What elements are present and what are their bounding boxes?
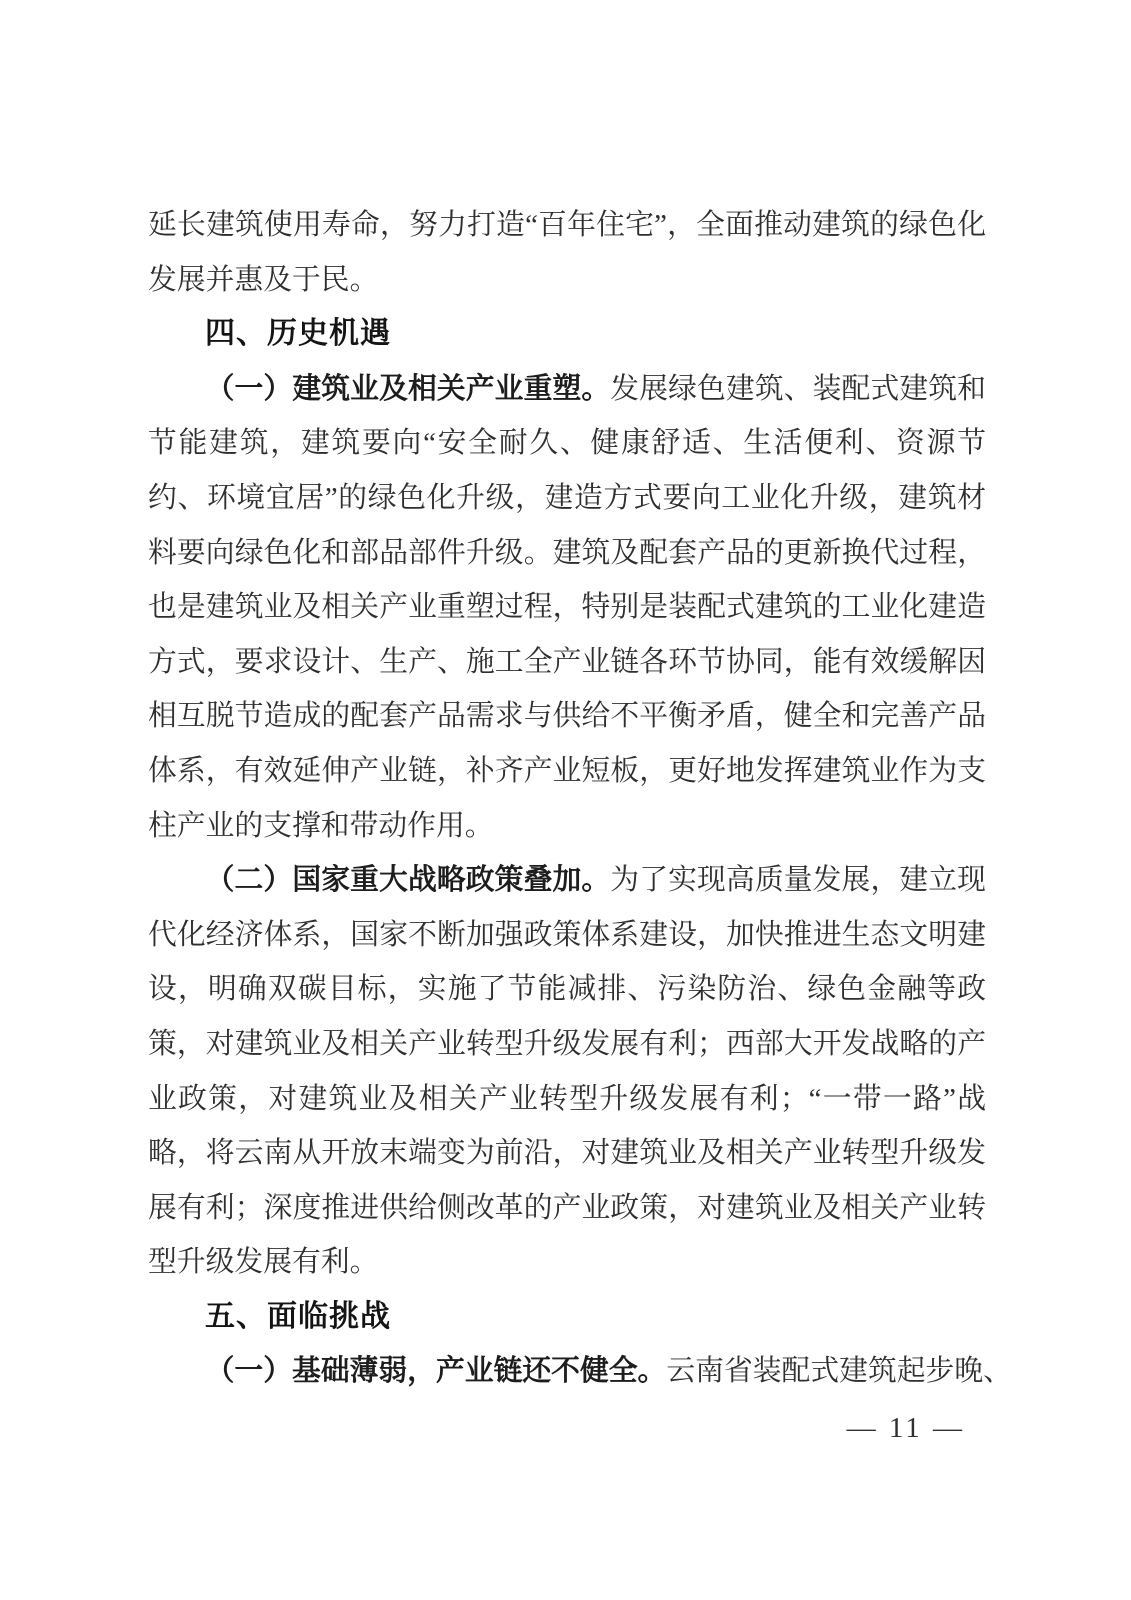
paragraph-opportunity-1 <box>148 362 986 853</box>
document-body <box>148 198 1012 1399</box>
section-heading-4-historic-opportunity: 四、历史机遇 <box>205 317 391 351</box>
paragraph-challenge-1-text: 云南省装配式建筑起步晚、 <box>666 1355 1012 1388</box>
paragraph-opportunity-1-lead: （一）建筑业及相关产业重塑。 <box>205 372 611 405</box>
paragraph-opportunity-2-text: 为了实现高质量发展，建立现代化经济体系，国家不断加强政策体系建设，加快推进生态文明建设，明确双碳目标，实施了节能减排、污染防治、绿色金融等政策，对建筑业及相关产业转型升级发展有利；西部大开发战略的产业政策，对建筑业及相关产业转型升级发展有利；“一带一路”战略，将云南从开放末端变为前沿，对建筑业及相关产业转型升级发展有利；深度推进供给侧改革的产业政策，对建筑业及相关产业转型升级发展有利。 <box>148 864 986 1279</box>
paragraph-opportunity-1-text: 发展绿色建筑、装配式建筑和节能建筑，建筑要向“安全耐久、健康舒适、生活便利、资源节约、环境宜居”的绿色化升级，建造方式要向工业化升级，建筑材料要向绿色化和部品部件升级。建筑及配套产品的更新换代过程，也是建筑业及相关产业重塑过程，特别是装配式建筑的工业化建造方式，要求设计、生产、施工全产业链各环节协同，能有效缓解因相互脱节造成的配套产品需求与供给不平衡矛盾，健全和完善产品体系，有效延伸产业链，补齐产业短板，更好地发挥建筑业作为支柱产业的支撑和带动作用。 <box>148 372 986 842</box>
paragraph-continuation <box>148 198 986 307</box>
section-heading-5-challenges: 五、面临挑战 <box>205 1299 391 1333</box>
paragraph-continuation-text: 延长建筑使用寿命，努力打造“百年住宅”，全面推动建筑的绿色化发展并惠及于民。 <box>148 209 986 296</box>
page-number: — 11 — <box>846 1412 965 1444</box>
paragraph-challenge-1-lead: （一）基础薄弱，产业链还不健全。 <box>205 1355 667 1388</box>
paragraph-opportunity-2 <box>148 853 986 1290</box>
paragraph-opportunity-2-lead: （二）国家重大战略政策叠加。 <box>205 864 611 897</box>
paragraph-challenge-1 <box>148 1344 1012 1399</box>
